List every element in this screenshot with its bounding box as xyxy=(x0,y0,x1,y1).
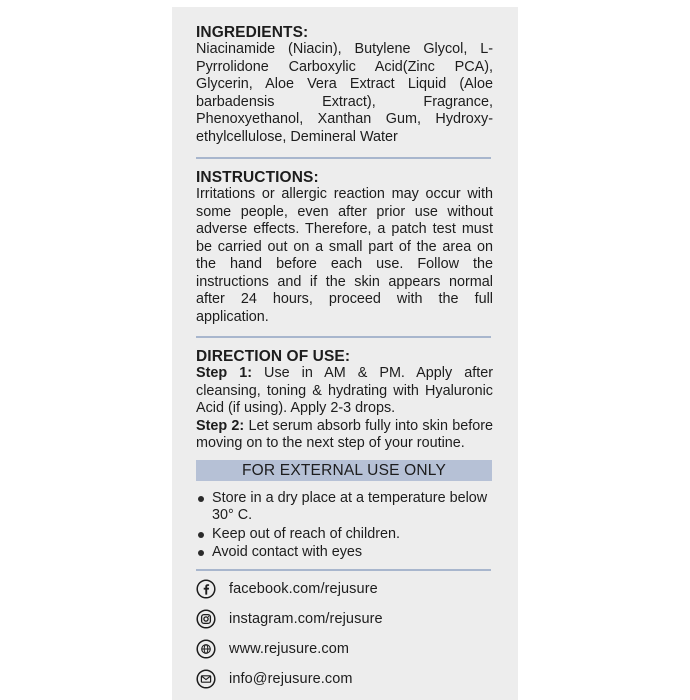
contact-list xyxy=(196,579,493,689)
contact-text: instagram.com/rejusure xyxy=(229,610,383,627)
section-divider xyxy=(196,336,491,338)
bullet-icon xyxy=(198,532,204,538)
instructions-title: INSTRUCTIONS: xyxy=(196,169,319,186)
direction-step-1 xyxy=(196,365,493,418)
list-item-text: Store in a dry place at a temperature below 30° C. xyxy=(212,489,488,523)
list-item xyxy=(196,526,493,544)
contact-text: www.rejusure.com xyxy=(229,640,350,657)
direction-step-2 xyxy=(196,418,493,453)
bullet-icon xyxy=(198,496,204,502)
globe-icon xyxy=(196,639,216,659)
list-item xyxy=(196,544,493,562)
section-divider xyxy=(196,157,491,159)
step-2-text: Let serum absorb fully into skin before moving on to the next step of your routine. xyxy=(196,417,494,451)
contact-text: info@rejusure.com xyxy=(229,670,353,687)
instagram-icon xyxy=(196,609,216,629)
contact-text: facebook.com/rejusure xyxy=(229,580,378,597)
direction-title: DIRECTION OF USE: xyxy=(196,348,351,365)
list-item-text: Avoid contact with eyes xyxy=(212,544,363,560)
section-divider xyxy=(196,569,491,571)
contact-email[interactable] xyxy=(196,669,493,689)
step-1-label: Step 1: xyxy=(196,365,253,381)
step-2-label: Step 2: xyxy=(196,417,245,434)
bullet-icon xyxy=(198,550,204,556)
list-item-text: Keep out of reach of children. xyxy=(212,525,400,542)
storage-list xyxy=(196,490,493,562)
instructions-text: Irritations or allergic reaction may occur with some people, even after prior use without adverse effects. Therefore, a patch test must be carried out on a small part of the area on the hand before each use. Follow the instructions and if the skin appears normal after 24 hours, proceed with the full application. xyxy=(196,186,493,325)
ingredients-title: INGREDIENTS: xyxy=(196,24,309,41)
facebook-icon xyxy=(196,579,216,599)
contact-instagram[interactable] xyxy=(196,609,493,629)
product-info-panel xyxy=(172,7,518,700)
list-item xyxy=(196,490,493,525)
mail-icon xyxy=(196,669,216,689)
external-use-banner: FOR EXTERNAL USE ONLY xyxy=(196,460,492,481)
contact-website[interactable] xyxy=(196,639,493,659)
ingredients-text: Niacinamide (Niacin), Butylene Glycol, L-Pyrrolidone Carboxylic Acid(Zinc PCA), Glycerin, Aloe Vera Extract Liquid (Aloe barbadensis Extract), Fragrance, Phenoxyethanol, Xanthan Gum, Hydroxy-ethylcellulose, Demineral Water xyxy=(196,41,493,145)
contact-facebook[interactable] xyxy=(196,579,493,599)
step-1-text: Use in AM & PM. Apply after cleansing, toning & hydrating with Hyaluronic Acid (if using). Apply 2-3 drops. xyxy=(196,365,493,416)
